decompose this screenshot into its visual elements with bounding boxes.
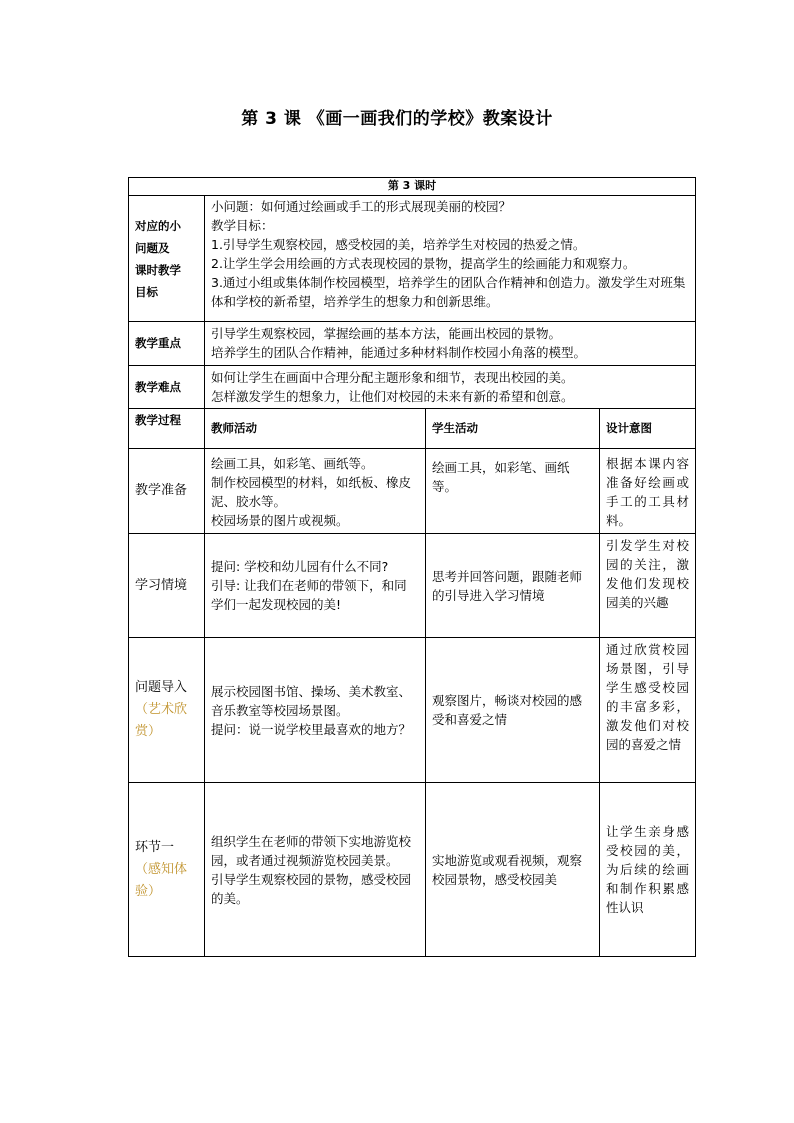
process-row xyxy=(129,783,696,957)
stage-label: 问题导入（艺术欣赏） xyxy=(129,638,205,783)
teacher-activity: 提问: 学校和幼儿园有什么不同? 引导: 让我们在老师的带领下，和同学们一起发现校园的美! xyxy=(205,534,426,638)
design-intent: 根据本课内容准备好绘画或手工的工具材料。 xyxy=(600,449,696,534)
teacher-activity: 展示校园图书馆、操场、美术教室、音乐教室等校园场景图。 提问：说一说学校里最喜欢的地方？ xyxy=(205,638,426,783)
process-label: 教学过程 xyxy=(129,409,205,449)
design-intent: 引发学生对校园的关注，激发他们发现校园美的兴趣 xyxy=(600,534,696,638)
objective-item: 2.让学生学会用绘画的方式表现校园的景物，提高学生的绘画能力和观察力。 xyxy=(211,256,636,271)
difficulties-row xyxy=(129,366,696,409)
student-activity: 思考并回答问题，跟随老师的引导进入学习情境 xyxy=(426,534,600,638)
stage-label: 学习情境 xyxy=(129,534,205,638)
objective-heading: 教学目标： xyxy=(211,218,274,233)
design-intent: 让学生亲身感受校园的美，为后续的绘画和制作积累感性认识 xyxy=(600,783,696,957)
stage-label: 环节一（感知体验） xyxy=(129,783,205,957)
objective-item: 1.引导学生观察校园，感受校园的美，培养学生对校园的热爱之情。 xyxy=(211,237,586,252)
table-header-row xyxy=(129,178,696,196)
objective-item: 3.通过小组或集体制作校园模型，培养学生的团队合作精神和创造力。激发学生对班集体和学校的新希望，培养学生的想象力和创新思维。 xyxy=(211,275,686,309)
teacher-activity: 绘画工具，如彩笔、画纸等。 制作校园模型的材料，如纸板、橡皮泥、胶水等。 校园场景的图片或视频。 xyxy=(205,449,426,534)
column-header-student: 学生活动 xyxy=(426,409,600,449)
key-points-row xyxy=(129,322,696,366)
difficulties-label: 教学难点 xyxy=(129,366,205,409)
process-row xyxy=(129,534,696,638)
teacher-activity: 组织学生在老师的带领下实地游览校园，或者通过视频游览校园美景。 引导学生观察校园的景物，感受校园的美。 xyxy=(205,783,426,957)
stage-note: （感知体验） xyxy=(135,861,188,899)
objectives-label: 对应的小 问题及 课时教学 目标 xyxy=(129,196,205,322)
process-row xyxy=(129,449,696,534)
design-intent: 通过欣赏校园场景图，引导学生感受校园的丰富多彩，激发他们对校园的喜爱之情 xyxy=(600,638,696,783)
column-header-teacher: 教师活动 xyxy=(205,409,426,449)
objectives-content xyxy=(205,196,696,322)
process-row xyxy=(129,638,696,783)
stage-label: 教学准备 xyxy=(129,449,205,534)
key-points-label: 教学重点 xyxy=(129,322,205,366)
student-activity: 绘画工具，如彩笔、画纸等。 xyxy=(426,449,600,534)
objectives-row xyxy=(129,196,696,322)
student-activity: 实地游览或观看视频，观察校园景物，感受校园美 xyxy=(426,783,600,957)
difficulties-content: 如何让学生在画面中合理分配主题形象和细节，表现出校园的美。 怎样激发学生的想象力，让他们对校园的未来有新的希望和创意。 xyxy=(205,366,696,409)
stage-note: （艺术欣赏） xyxy=(135,702,188,739)
student-activity: 观察图片，畅谈对校园的感受和喜爱之情 xyxy=(426,638,600,783)
lesson-plan-table xyxy=(128,177,696,957)
column-header-intent: 设计意图 xyxy=(600,409,696,449)
objective-question: 小问题：如何通过绘画或手工的形式展现美丽的校园？ xyxy=(211,199,512,214)
key-points-content: 引导学生观察校园，掌握绘画的基本方法，能画出校园的景物。 培养学生的团队合作精神，能通过多种材料制作校园小角落的模型。 xyxy=(205,322,696,366)
document-title: 第 3 课 《画一画我们的学校》教案设计 xyxy=(241,109,553,129)
lesson-period-header: 第 3 课时 xyxy=(129,178,696,196)
process-header-row xyxy=(129,409,696,449)
